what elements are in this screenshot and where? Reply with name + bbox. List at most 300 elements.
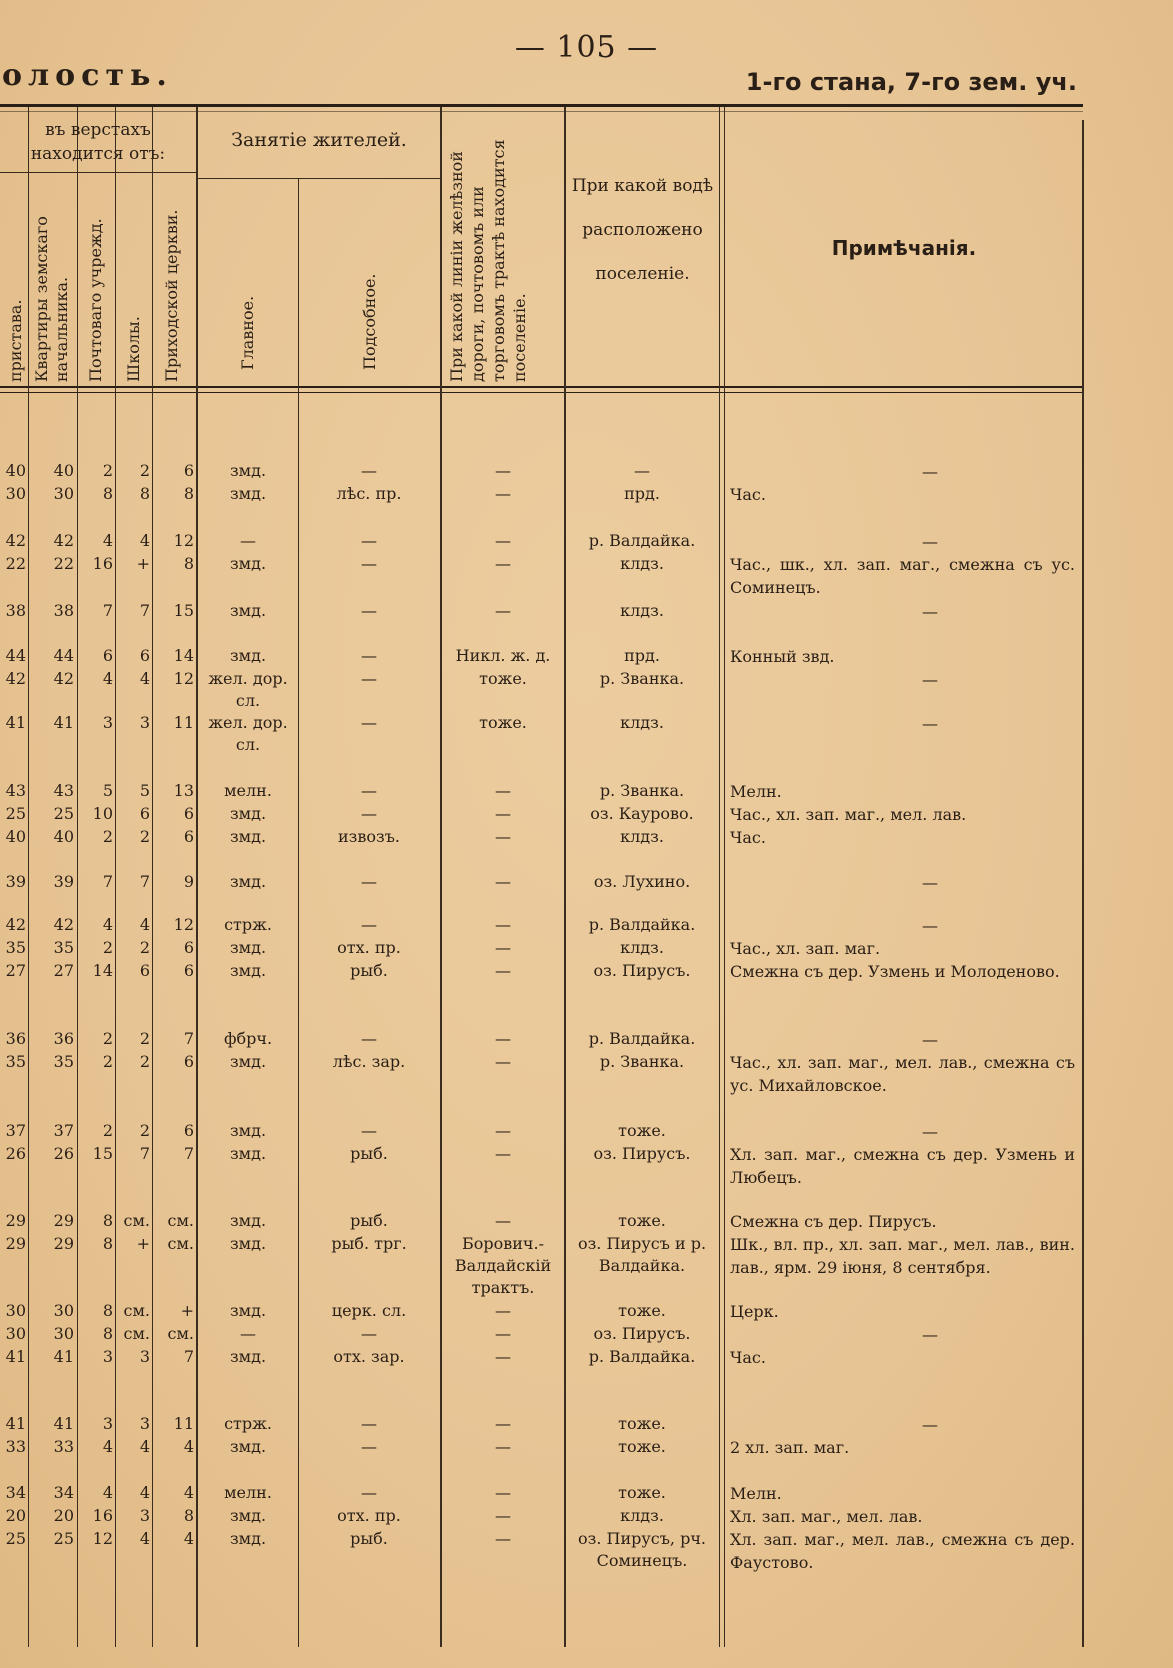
table-cell-pod: —: [361, 601, 377, 620]
table-cell-gl: змд.: [229, 484, 267, 503]
table-cell-ts: 7: [183, 1029, 194, 1048]
table-cell-p: 36: [5, 1029, 26, 1048]
table-cell-note: Час., хл. зап. маг.: [730, 939, 881, 958]
table-cell-sh: см.: [123, 1211, 150, 1230]
top-rule: [0, 104, 1083, 107]
table-cell-gl: змд.: [229, 804, 267, 823]
table-cell-pod: рыб. трг.: [331, 1234, 407, 1253]
table-cell-gl: змд.: [229, 1144, 267, 1163]
table-cell-gl: жел. дор. сл.: [208, 713, 288, 754]
table-cell-p: 39: [5, 872, 26, 891]
table-cell-k: 38: [53, 601, 74, 620]
table-cell-dor: —: [495, 1437, 511, 1456]
table-cell-p: 30: [5, 484, 26, 503]
table-cell-ts: 4: [183, 1529, 194, 1548]
table-cell-dor: —: [495, 1483, 511, 1502]
table-cell-note: —: [922, 532, 938, 551]
distance-subrule: [0, 172, 196, 173]
table-cell-k: 29: [53, 1211, 74, 1230]
table-cell-po: 16: [92, 1506, 113, 1525]
table-cell-sh: 7: [139, 872, 150, 891]
header-stan: 1-го стана, 7-го зем. уч.: [745, 68, 1077, 96]
table-cell-gl: стрж.: [224, 915, 272, 934]
table-cell-note: —: [922, 670, 938, 689]
table-cell-k: 44: [53, 646, 74, 665]
table-cell-p: 22: [5, 554, 26, 573]
table-cell-voda: клдз.: [620, 938, 664, 957]
header-glavnoe: Главное.: [238, 295, 257, 370]
table-cell-p: 25: [5, 804, 26, 823]
table-cell-sh: 2: [139, 1029, 150, 1048]
table-cell-voda: тоже.: [618, 1211, 666, 1230]
table-cell-note: Хл. зап. маг., мел. лав., смежна съ дер. Фаустово.: [730, 1530, 1075, 1572]
table-cell-ts: 8: [183, 1506, 194, 1525]
table-cell-gl: жел. дор. сл.: [208, 669, 288, 710]
table-cell-ts: см.: [167, 1211, 194, 1230]
table-cell-voda: тоже.: [618, 1121, 666, 1140]
table-cell-k: 30: [53, 1324, 74, 1343]
table-cell-gl: —: [240, 531, 256, 550]
table-cell-dor: —: [495, 601, 511, 620]
table-cell-sh: 4: [139, 1483, 150, 1502]
table-cell-dor: —: [495, 804, 511, 823]
table-cell-sh: 8: [139, 484, 150, 503]
table-cell-po: 2: [102, 1052, 113, 1071]
table-cell-pod: —: [361, 1483, 377, 1502]
table-cell-voda: р. Валдайка.: [588, 531, 696, 550]
table-cell-note: 2 хл. зап. маг.: [730, 1438, 850, 1457]
table-cell-k: 34: [53, 1483, 74, 1502]
table-cell-pod: рыб.: [350, 1144, 388, 1163]
col-divider: [298, 178, 299, 1647]
table-cell-sh: 2: [139, 1121, 150, 1140]
table-cell-k: 35: [53, 1052, 74, 1071]
table-cell-k: 37: [53, 1121, 74, 1140]
table-cell-p: 35: [5, 938, 26, 957]
header-distance-group: въ верстахъ находится отъ:: [30, 120, 166, 164]
table-cell-gl: —: [240, 1324, 256, 1343]
table-cell-sh: 2: [139, 461, 150, 480]
table-cell-ts: 7: [183, 1144, 194, 1163]
table-cell-gl: змд.: [229, 938, 267, 957]
occupation-subrule: [196, 178, 440, 179]
table-cell-gl: змд.: [229, 461, 267, 480]
table-cell-sh: см.: [123, 1301, 150, 1320]
table-cell-k: 29: [53, 1234, 74, 1253]
table-cell-k: 41: [53, 1414, 74, 1433]
table-cell-k: 39: [53, 872, 74, 891]
table-cell-dor: —: [495, 1052, 511, 1071]
table-cell-po: 12: [92, 1529, 113, 1548]
table-cell-k: 41: [53, 1347, 74, 1366]
header-shkola: Школы.: [124, 316, 143, 382]
table-cell-sh: +: [136, 554, 150, 573]
page-number: — 105 —: [514, 30, 659, 65]
table-cell-voda: клдз.: [620, 827, 664, 846]
table-cell-p: 20: [5, 1506, 26, 1525]
table-cell-sh: 2: [139, 827, 150, 846]
table-cell-gl: змд.: [229, 646, 267, 665]
table-cell-voda: прд.: [624, 484, 660, 503]
table-cell-pod: —: [361, 646, 377, 665]
table-cell-p: 35: [5, 1052, 26, 1071]
header-pristav: пристава.: [6, 299, 25, 382]
table-cell-ts: +: [180, 1301, 194, 1320]
table-cell-k: 40: [53, 827, 74, 846]
table-cell-note: Час.: [730, 485, 766, 504]
header-volost: олость.: [2, 58, 173, 93]
table-cell-gl: змд.: [229, 1121, 267, 1140]
table-cell-ts: 7: [183, 1347, 194, 1366]
table-cell-po: 4: [102, 915, 113, 934]
table-cell-po: 2: [102, 1029, 113, 1048]
table-cell-ts: 8: [183, 554, 194, 573]
table-cell-k: 25: [53, 804, 74, 823]
table-cell-k: 41: [53, 713, 74, 732]
table-cell-p: 40: [5, 461, 26, 480]
table-cell-ts: 13: [173, 781, 194, 800]
table-cell-gl: змд.: [229, 1437, 267, 1456]
table-cell-po: 4: [102, 1437, 113, 1456]
header-occupation-group: Занятіе жителей.: [231, 129, 407, 151]
table-cell-dor: —: [495, 554, 511, 573]
table-cell-sh: 5: [139, 781, 150, 800]
table-cell-po: 2: [102, 938, 113, 957]
table-cell-po: 15: [92, 1144, 113, 1163]
table-cell-ts: 15: [173, 601, 194, 620]
table-cell-voda: тоже.: [618, 1437, 666, 1456]
table-cell-dor: —: [495, 915, 511, 934]
header-kvartira: Квартиры земскаго начальника.: [32, 216, 71, 382]
table-cell-k: 42: [53, 915, 74, 934]
table-cell-note: —: [922, 1325, 938, 1344]
table-cell-ts: 6: [183, 827, 194, 846]
header-rule-thin: [0, 392, 1083, 393]
table-cell-dor: —: [495, 531, 511, 550]
table-cell-sh: 3: [139, 1414, 150, 1433]
table-cell-pod: —: [361, 1414, 377, 1433]
header-tserkov: Приходской церкви.: [162, 209, 181, 382]
table-cell-dor: —: [495, 1506, 511, 1525]
table-cell-gl: змд.: [229, 1506, 267, 1525]
table-cell-p: 40: [5, 827, 26, 846]
header-podsobnoe: Подсобное.: [360, 273, 379, 370]
table-cell-dor: —: [495, 938, 511, 957]
table-cell-gl: мелн.: [224, 781, 272, 800]
table-cell-k: 25: [53, 1529, 74, 1548]
table-cell-sh: +: [136, 1234, 150, 1253]
table-cell-sh: 2: [139, 938, 150, 957]
table-cell-sh: 6: [139, 646, 150, 665]
table-cell-gl: змд.: [229, 1211, 267, 1230]
table-cell-pod: —: [361, 1437, 377, 1456]
table-cell-pod: отх. пр.: [337, 1506, 401, 1525]
table-cell-sh: 3: [139, 713, 150, 732]
table-cell-po: 8: [102, 484, 113, 503]
table-cell-po: 4: [102, 669, 113, 688]
table-cell-pod: рыб.: [350, 1529, 388, 1548]
table-cell-note: Смежна съ дер. Пирусъ.: [730, 1212, 937, 1231]
table-cell-k: 42: [53, 669, 74, 688]
table-cell-voda: р. Званка.: [599, 1052, 685, 1071]
table-cell-voda: тоже.: [618, 1483, 666, 1502]
table-cell-voda: оз. Пирусъ.: [593, 961, 691, 980]
table-cell-po: 8: [102, 1301, 113, 1320]
table-cell-voda: тоже.: [618, 1301, 666, 1320]
table-cell-pod: церк. сл.: [331, 1301, 407, 1320]
table-cell-po: 7: [102, 872, 113, 891]
table-cell-dor: —: [495, 1301, 511, 1320]
table-cell-dor: тоже.: [479, 669, 527, 688]
table-cell-k: 40: [53, 461, 74, 480]
table-cell-sh: 4: [139, 1437, 150, 1456]
table-cell-ts: 11: [173, 1414, 194, 1433]
table-cell-note: Час., шк., хл. зап. маг., смежна съ ус. Соминецъ.: [730, 555, 1075, 597]
table-cell-note: —: [922, 1030, 938, 1049]
table-cell-po: 16: [92, 554, 113, 573]
table-cell-dor: —: [495, 961, 511, 980]
table-cell-note: Час., хл. зап. маг., мел. лав.: [730, 805, 967, 824]
table-cell-voda: клдз.: [620, 554, 664, 573]
table-cell-pod: —: [361, 531, 377, 550]
table-cell-gl: змд.: [229, 554, 267, 573]
table-cell-p: 41: [5, 713, 26, 732]
table-cell-note: Мелн.: [730, 1484, 782, 1503]
table-cell-note: —: [922, 1415, 938, 1434]
table-cell-po: 2: [102, 827, 113, 846]
table-cell-note: Мелн.: [730, 782, 782, 801]
table-cell-ts: 6: [183, 461, 194, 480]
table-cell-dor: —: [495, 827, 511, 846]
table-cell-pod: —: [361, 713, 377, 732]
table-cell-dor: Никл. ж. д.: [455, 646, 551, 665]
table-cell-note: —: [922, 916, 938, 935]
table-cell-k: 20: [53, 1506, 74, 1525]
table-cell-p: 29: [5, 1211, 26, 1230]
table-cell-dor: —: [495, 1144, 511, 1163]
table-cell-p: 42: [5, 531, 26, 550]
header-pochta: Почтоваго учрежд.: [86, 218, 105, 382]
table-cell-gl: фбрч.: [223, 1029, 273, 1048]
table-cell-pod: —: [361, 872, 377, 891]
table-cell-p: 27: [5, 961, 26, 980]
col-divider: [196, 107, 198, 1647]
table-cell-voda: оз. Пирусъ.: [593, 1144, 691, 1163]
table-cell-sh: 7: [139, 1144, 150, 1163]
table-cell-gl: змд.: [229, 1052, 267, 1071]
table-cell-p: 25: [5, 1529, 26, 1548]
table-cell-pod: отх. зар.: [333, 1347, 405, 1366]
table-cell-k: 36: [53, 1029, 74, 1048]
table-cell-voda: клдз.: [620, 601, 664, 620]
table-cell-ts: 6: [183, 804, 194, 823]
table-cell-note: —: [922, 1122, 938, 1141]
table-cell-gl: мелн.: [224, 1483, 272, 1502]
table-cell-pod: извозъ.: [337, 827, 401, 846]
table-cell-note: Час.: [730, 828, 766, 847]
table-cell-k: 30: [53, 484, 74, 503]
table-cell-voda: прд.: [624, 646, 660, 665]
table-cell-sh: 3: [139, 1347, 150, 1366]
table-cell-pod: отх. пр.: [337, 938, 401, 957]
table-cell-dor: —: [495, 484, 511, 503]
table-cell-p: 42: [5, 669, 26, 688]
table-cell-pod: —: [361, 781, 377, 800]
header-doroga: При какой линіи желѣзной дороги, почтовомъ или торговомъ трактѣ находится поселеніе.: [447, 139, 529, 382]
table-cell-sh: 3: [139, 1506, 150, 1525]
col-divider: [564, 107, 566, 1647]
table-cell-voda: клдз.: [620, 713, 664, 732]
table-cell-pod: —: [361, 1324, 377, 1343]
table-cell-voda: тоже.: [618, 1414, 666, 1433]
table-cell-po: 3: [102, 1347, 113, 1366]
table-cell-p: 41: [5, 1347, 26, 1366]
table-cell-po: 2: [102, 461, 113, 480]
table-cell-po: 8: [102, 1211, 113, 1230]
table-cell-note: —: [922, 462, 938, 481]
table-cell-voda: р. Званка.: [599, 669, 685, 688]
table-cell-pod: —: [361, 1121, 377, 1140]
header-voda: При какой водѣ расположено поселеніе.: [571, 176, 714, 284]
table-cell-voda: р. Валдайка.: [588, 1029, 696, 1048]
table-cell-note: Час., хл. зап. маг., мел. лав., смежна съ ус. Михайловское.: [730, 1053, 1075, 1095]
table-cell-ts: см.: [167, 1324, 194, 1343]
table-cell-sh: 6: [139, 961, 150, 980]
table-cell-gl: змд.: [229, 1234, 267, 1253]
table-cell-p: 38: [5, 601, 26, 620]
table-cell-dor: —: [495, 1029, 511, 1048]
table-cell-ts: 4: [183, 1437, 194, 1456]
table-cell-dor: —: [495, 781, 511, 800]
col-divider: [28, 107, 29, 1647]
col-divider: [724, 107, 725, 1647]
table-cell-note: Час.: [730, 1348, 766, 1367]
table-cell-pod: —: [361, 915, 377, 934]
table-cell-po: 6: [102, 646, 113, 665]
top-rule-thin: [0, 111, 1083, 112]
table-cell-sh: 4: [139, 669, 150, 688]
table-cell-p: 29: [5, 1234, 26, 1253]
col-divider: [152, 107, 153, 1647]
table-cell-pod: —: [361, 461, 377, 480]
table-cell-po: 8: [102, 1234, 113, 1253]
table-cell-note: —: [922, 602, 938, 621]
table-cell-note: Шк., вл. пр., хл. зап. маг., мел. лав., вин. лав., ярм. 29 іюня, 8 сентября.: [730, 1235, 1075, 1277]
table-cell-p: 30: [5, 1324, 26, 1343]
table-cell-pod: —: [361, 804, 377, 823]
table-cell-pod: лѣс. зар.: [332, 1052, 406, 1071]
table-cell-ts: 4: [183, 1483, 194, 1502]
table-cell-sh: см.: [123, 1324, 150, 1343]
col-divider: [115, 107, 116, 1647]
table-cell-gl: змд.: [229, 1301, 267, 1320]
table-cell-ts: 14: [173, 646, 194, 665]
table-cell-p: 44: [5, 646, 26, 665]
table-cell-gl: змд.: [229, 1529, 267, 1548]
table-cell-k: 30: [53, 1301, 74, 1320]
table-cell-dor: —: [495, 1121, 511, 1140]
table-cell-p: 33: [5, 1437, 26, 1456]
table-cell-note: Хл. зап. маг., смежна съ дер. Узмень и Любецъ.: [730, 1145, 1075, 1187]
table-cell-sh: 6: [139, 804, 150, 823]
table-cell-voda: р. Валдайка.: [588, 1347, 696, 1366]
table-cell-dor: —: [495, 461, 511, 480]
table-cell-note: —: [922, 714, 938, 733]
table-cell-note: Хл. зап. маг., мел. лав.: [730, 1507, 923, 1526]
table-cell-voda: оз. Пирусъ и р. Валдайка.: [577, 1234, 707, 1275]
header-rule: [0, 386, 1083, 388]
table-cell-sh: 4: [139, 915, 150, 934]
table-cell-pod: рыб.: [350, 1211, 388, 1230]
table-cell-voda: р. Валдайка.: [588, 915, 696, 934]
table-cell-k: 35: [53, 938, 74, 957]
table-cell-gl: змд.: [229, 601, 267, 620]
table-cell-gl: стрж.: [224, 1414, 272, 1433]
table-cell-p: 42: [5, 915, 26, 934]
table-cell-note: Церк.: [730, 1302, 779, 1321]
table-cell-gl: змд.: [229, 1347, 267, 1366]
header-primechaniya: Примѣчанія.: [831, 236, 977, 260]
col-divider: [77, 107, 78, 1647]
table-cell-dor: тоже.: [479, 713, 527, 732]
table-cell-p: 41: [5, 1414, 26, 1433]
table-cell-ts: 6: [183, 961, 194, 980]
table-cell-k: 27: [53, 961, 74, 980]
table-cell-po: 10: [92, 804, 113, 823]
table-cell-ts: см.: [167, 1234, 194, 1253]
table-cell-pod: рыб.: [350, 961, 388, 980]
table-cell-pod: —: [361, 669, 377, 688]
table-cell-voda: оз. Пирусъ, рч. Соминецъ.: [577, 1529, 707, 1570]
table-cell-ts: 12: [173, 531, 194, 550]
table-cell-po: 3: [102, 1414, 113, 1433]
table-cell-p: 43: [5, 781, 26, 800]
table-cell-p: 26: [5, 1144, 26, 1163]
table-cell-k: 22: [53, 554, 74, 573]
table-cell-p: 30: [5, 1301, 26, 1320]
table-cell-sh: 4: [139, 1529, 150, 1548]
table-cell-ts: 9: [183, 872, 194, 891]
table-cell-gl: змд.: [229, 827, 267, 846]
table-cell-ts: 11: [173, 713, 194, 732]
table-cell-ts: 6: [183, 1121, 194, 1140]
table-cell-note: Конный звд.: [730, 647, 835, 666]
col-divider: [1082, 120, 1084, 1647]
table-cell-k: 33: [53, 1437, 74, 1456]
table-cell-voda: р. Званка.: [599, 781, 685, 800]
table-cell-p: 37: [5, 1121, 26, 1140]
table-cell-p: 34: [5, 1483, 26, 1502]
table-cell-k: 43: [53, 781, 74, 800]
table-cell-gl: змд.: [229, 872, 267, 891]
table-cell-po: 8: [102, 1324, 113, 1343]
table-cell-ts: 6: [183, 1052, 194, 1071]
table-cell-ts: 8: [183, 484, 194, 503]
table-cell-po: 3: [102, 713, 113, 732]
table-cell-ts: 12: [173, 669, 194, 688]
table-cell-dor: Борович.-Валдайскій трактъ.: [454, 1234, 552, 1297]
table-cell-voda: оз. Пирусъ.: [593, 1324, 691, 1343]
table-cell-po: 4: [102, 531, 113, 550]
table-cell-pod: —: [361, 1029, 377, 1048]
table-cell-dor: —: [495, 1529, 511, 1548]
table-cell-ts: 6: [183, 938, 194, 957]
table-cell-po: 2: [102, 1121, 113, 1140]
table-cell-k: 26: [53, 1144, 74, 1163]
table-cell-po: 7: [102, 601, 113, 620]
table-cell-voda: клдз.: [620, 1506, 664, 1525]
table-cell-po: 14: [92, 961, 113, 980]
